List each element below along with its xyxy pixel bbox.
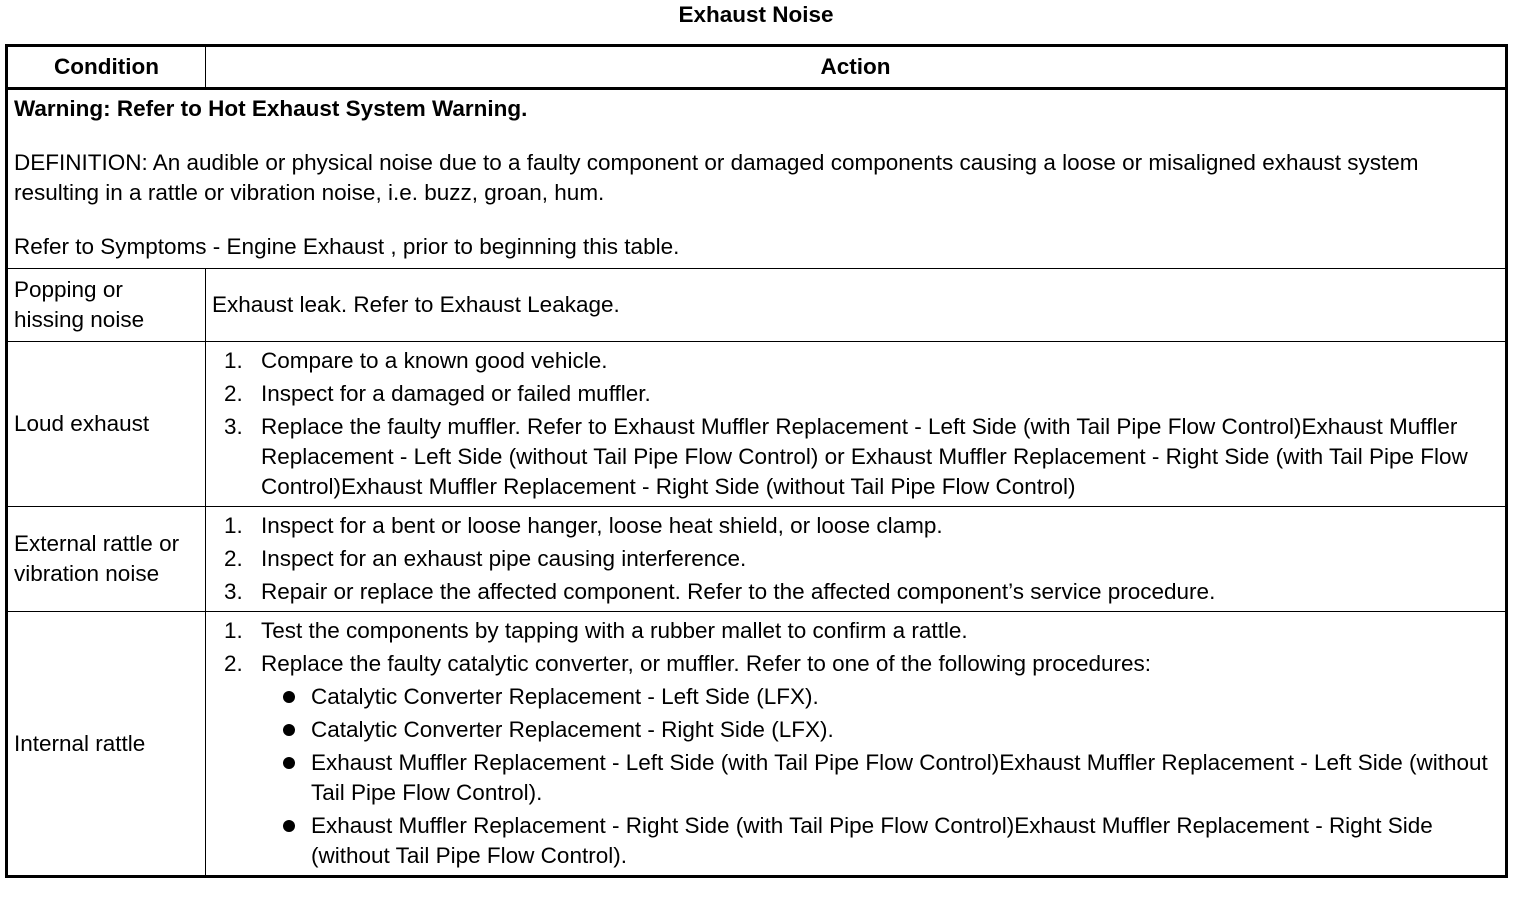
steps-list [212, 616, 1499, 871]
step-text: Inspect for a bent or loose hanger, loose heat shield, or loose clamp. [261, 513, 943, 538]
step-number: 1. [224, 348, 243, 373]
table-header-row [7, 46, 1507, 89]
condition-header: Condition [7, 46, 206, 89]
table-row [7, 612, 1507, 877]
step-text: Inspect for a damaged or failed muffler. [261, 381, 651, 406]
step-number: 3. [224, 579, 243, 604]
list-item [212, 346, 1499, 376]
refer-text: Refer to Symptoms - Engine Exhaust , prior to beginning this table. [14, 234, 680, 259]
steps-list [212, 511, 1499, 607]
condition-cell: External rattle or vibration noise [7, 507, 206, 612]
step-number: 2. [224, 381, 243, 406]
intro-cell [7, 89, 1507, 269]
list-item [261, 682, 1499, 712]
condition-cell: Internal rattle [7, 612, 206, 877]
step-text: Replace the faulty muffler. Refer to Exhaust Muffler Replacement - Left Side (with Tail Pipe Flow Control)Exhaust Muffler Replacement - Left Side (without Tail Pipe Flow Control) or Exhaust Muffler Replacement - Right Side (with Tail Pipe Flow Control)Exhaust Muffler Replacement - Right Side (without Tail Pipe Flow Control) [261, 414, 1468, 499]
step-number: 1. [224, 513, 243, 538]
action-cell [206, 612, 1507, 877]
procedure-text: Catalytic Converter Replacement - Right Side (LFX). [311, 717, 834, 742]
list-item [212, 649, 1499, 871]
procedure-text: Exhaust Muffler Replacement - Right Side (with Tail Pipe Flow Control)Exhaust Muffler Replacement - Right Side (without Tail Pipe Flow Control). [311, 813, 1433, 868]
steps-list [212, 346, 1499, 502]
list-item [212, 412, 1499, 502]
bullet-icon [283, 724, 295, 736]
intro-row [7, 89, 1507, 269]
definition-text: DEFINITION: An audible or physical noise due to a faulty component or damaged components causing a loose or misaligned exhaust system resulting in a rattle or vibration noise, i.e. buzz, groan, hum. [14, 150, 1419, 205]
step-number: 2. [224, 651, 243, 676]
step-text: Inspect for an exhaust pipe causing interference. [261, 546, 747, 571]
procedure-list [261, 682, 1499, 871]
list-item [261, 811, 1499, 871]
procedure-text: Exhaust Muffler Replacement - Left Side (with Tail Pipe Flow Control)Exhaust Muffler Replacement - Left Side (without Tail Pipe Flow Control). [311, 750, 1488, 805]
step-number: 1. [224, 618, 243, 643]
warning-text: Warning: Refer to Hot Exhaust System Warning. [14, 96, 528, 121]
step-text: Test the components by tapping with a rubber mallet to confirm a rattle. [261, 618, 968, 643]
procedure-text: Catalytic Converter Replacement - Left Side (LFX). [311, 684, 819, 709]
step-text: Replace the faulty catalytic converter, or muffler. Refer to one of the following procedures: [261, 651, 1152, 676]
action-cell [206, 342, 1507, 507]
bullet-icon [283, 691, 295, 703]
list-item [212, 577, 1499, 607]
action-header: Action [206, 46, 1507, 89]
table-row [7, 507, 1507, 612]
page-title: Exhaust Noise [678, 2, 834, 27]
list-item [212, 511, 1499, 541]
bullet-icon [283, 757, 295, 769]
list-item [212, 616, 1499, 646]
action-cell: Exhaust leak. Refer to Exhaust Leakage. [206, 269, 1507, 342]
action-cell [206, 507, 1507, 612]
condition-cell: Loud exhaust [7, 342, 206, 507]
step-text: Repair or replace the affected component. Refer to the affected component’s service procedure. [261, 579, 1216, 604]
list-item [212, 544, 1499, 574]
list-item [212, 379, 1499, 409]
list-item [261, 715, 1499, 745]
table-row [7, 269, 1507, 342]
condition-cell: Popping or hissing noise [7, 269, 206, 342]
step-text: Compare to a known good vehicle. [261, 348, 608, 373]
step-number: 2. [224, 546, 243, 571]
step-number: 3. [224, 414, 243, 439]
exhaust-noise-table [5, 44, 1508, 878]
table-row [7, 342, 1507, 507]
bullet-icon [283, 820, 295, 832]
list-item [261, 748, 1499, 808]
